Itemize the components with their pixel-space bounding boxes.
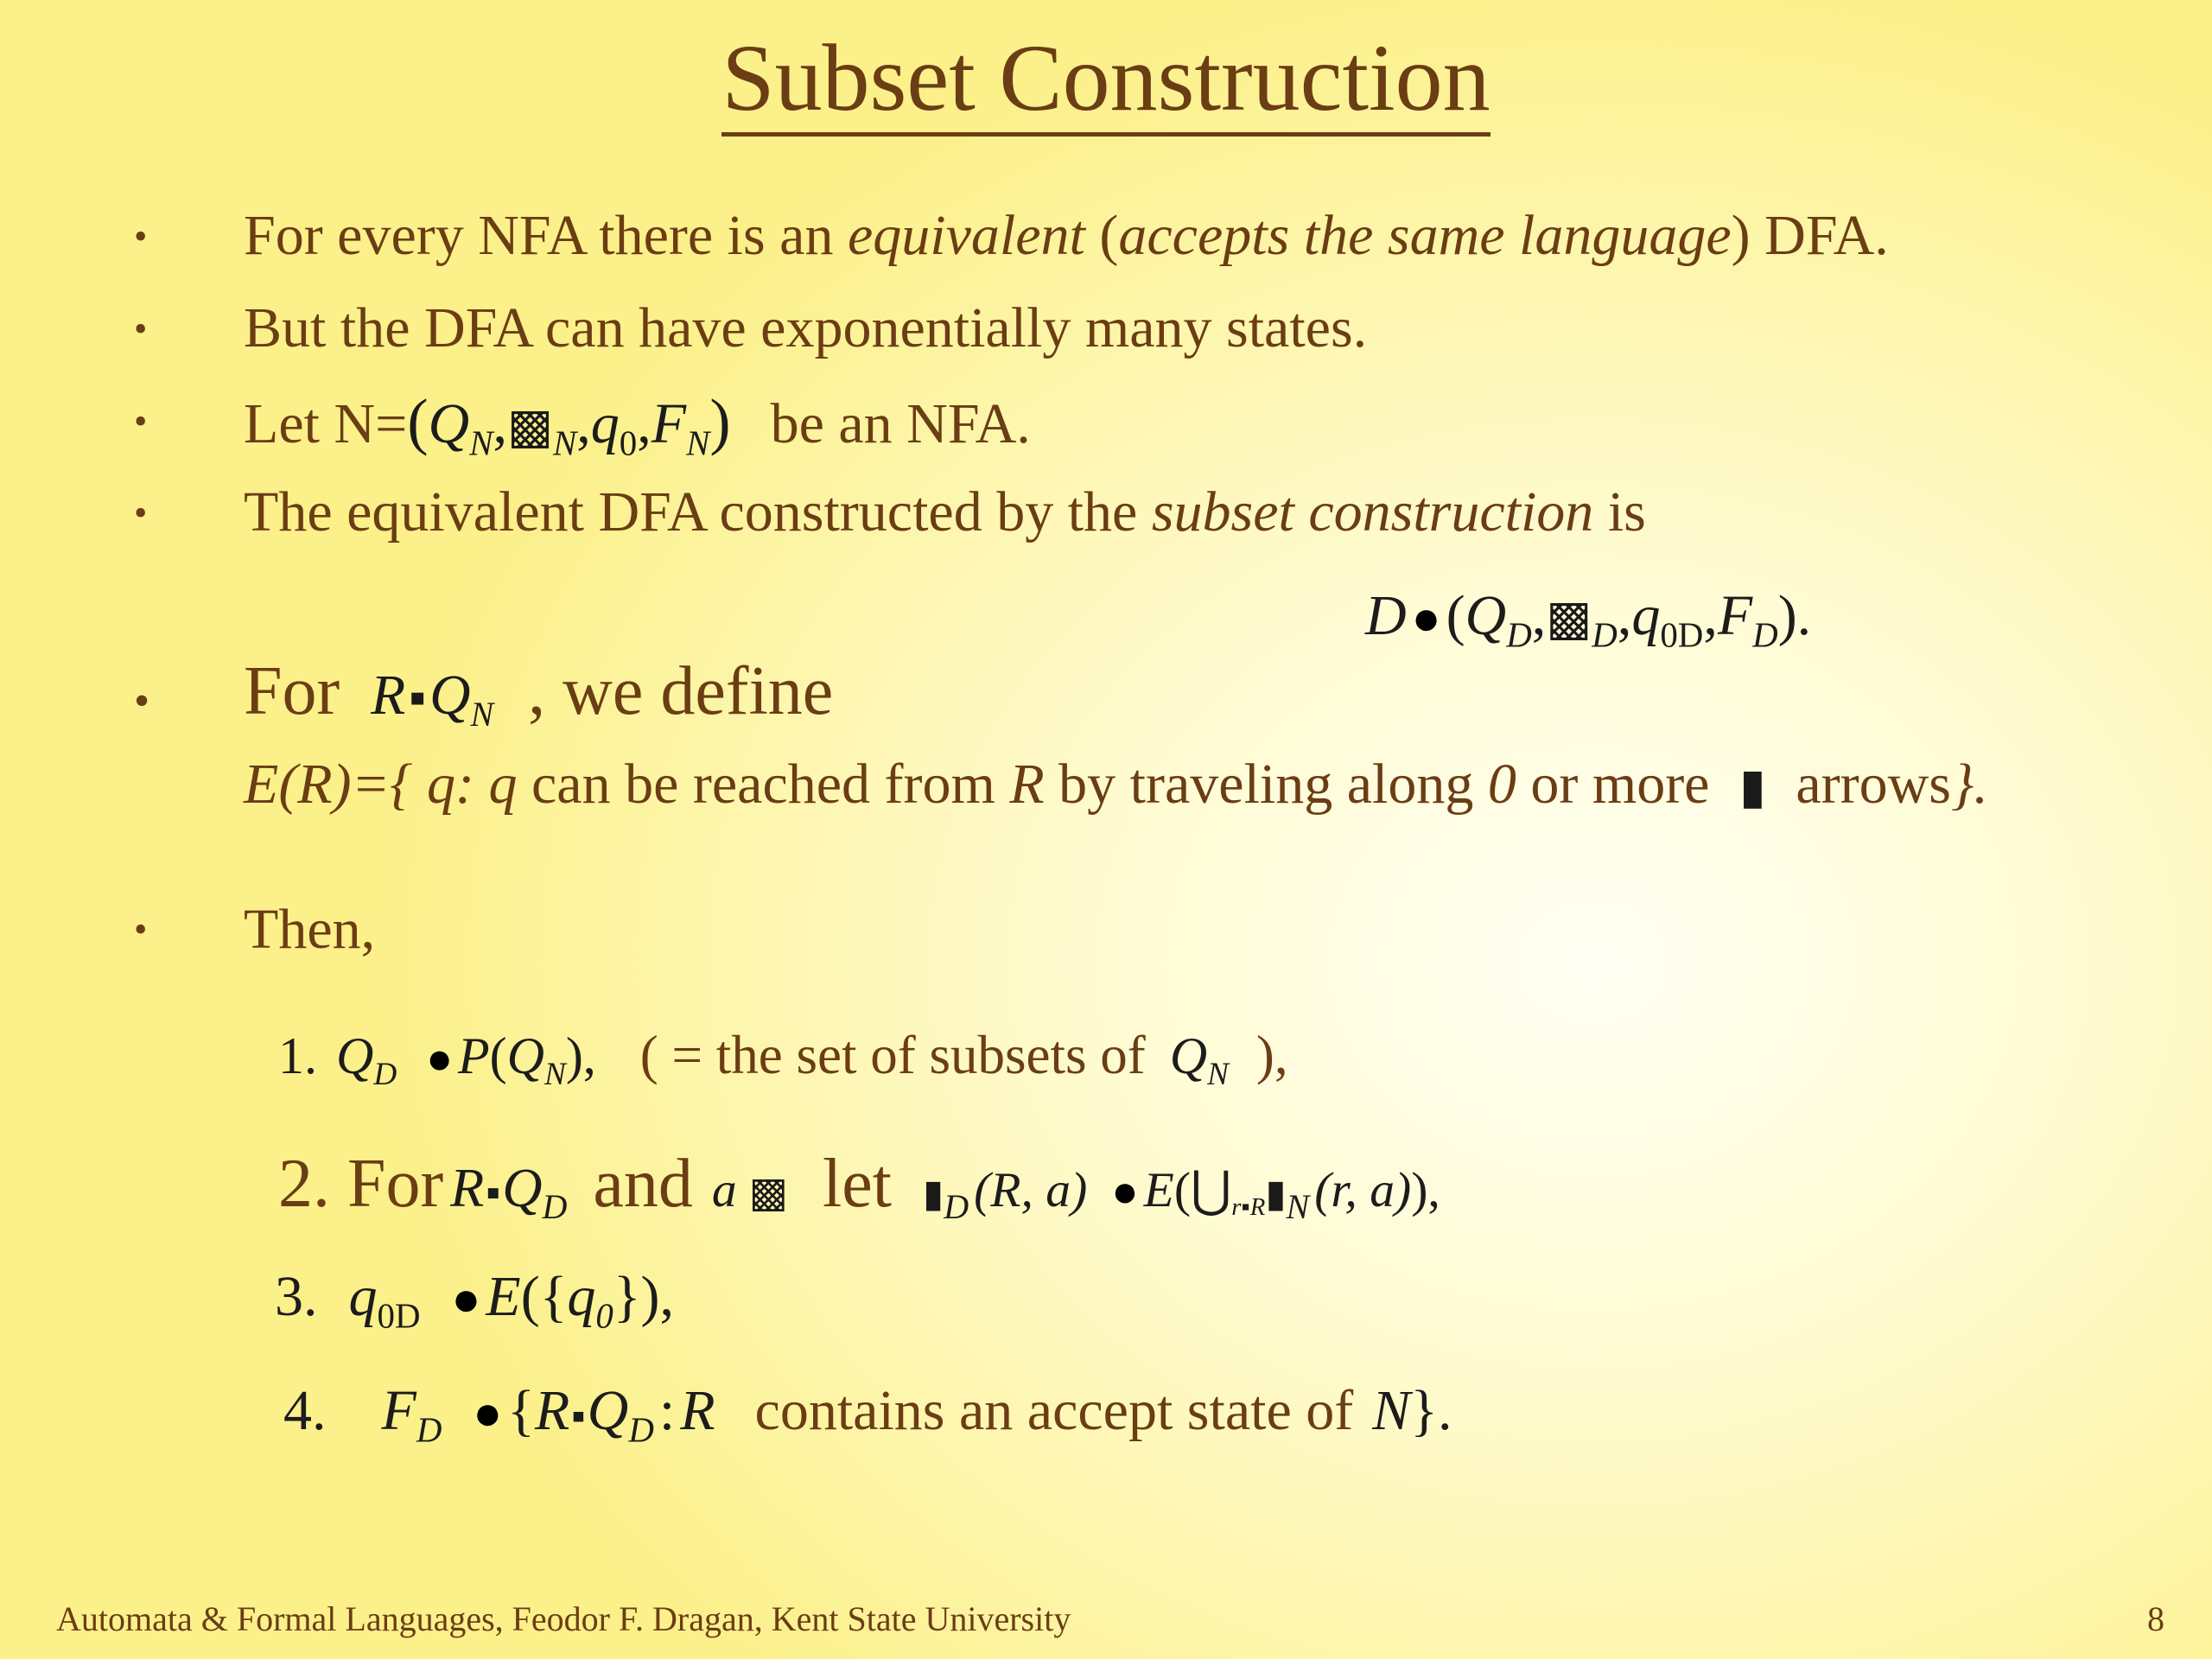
bullet-1-text: For every NFA there is an equivalent (accepts the same language) DFA. xyxy=(244,204,1889,267)
bullet-3-text: Let $N=(Q_N,▩_N,q_0,F_N)$ be an NFA. xyxy=(244,386,1031,463)
bullet-dot: • xyxy=(134,677,150,726)
slide-title: Subset Construction xyxy=(0,21,2212,135)
equals-glyph: ● xyxy=(451,1273,481,1326)
bullet-dot: • xyxy=(134,215,148,257)
bullet-4-text: The equivalent DFA constructed by the subset construction is xyxy=(244,480,1646,543)
delta-icon: ▮ xyxy=(923,1173,944,1215)
delta-icon: ▩ xyxy=(1546,592,1592,645)
bullet-2-text: But the DFA can have exponentially many states. xyxy=(244,296,1368,359)
equals-glyph: ● xyxy=(1111,1167,1139,1217)
delta-icon: ▮ xyxy=(1265,1173,1287,1215)
bullet-dot: • xyxy=(134,492,148,534)
step-1: 1. $Q_D$ ● $P(Q_N)$, ( = the set of subsets of $Q_N$ ), xyxy=(278,1025,1288,1093)
step-3: 3. $q_{0D}$ $●E(\{q_0\})$, xyxy=(275,1265,675,1336)
page-number: 8 xyxy=(2147,1599,2164,1638)
equals-glyph: ● xyxy=(1411,592,1441,645)
equals-glyph: ● xyxy=(426,1035,454,1084)
subset-icon: ▪ xyxy=(409,671,427,725)
bullet-dot: • xyxy=(134,308,148,350)
step-2: 2. For $R▪Q_D$ and a ▩ let $▮_D$ (R, a) ● $E(⋃_{r▪R}▮_N$ (r, a)), xyxy=(278,1146,1440,1226)
epsilon-icon: ▮ xyxy=(1738,760,1766,814)
closure-definition: E(R)={ q: q can be reached from R by traveling along 0 or more ▮ arrows}. xyxy=(244,753,1988,816)
bullet-5-text: For $R▪Q_N$ , we define xyxy=(244,653,834,734)
dfa-definition: D $●(Q_D,▩_D,q_{0D},F_D)$. xyxy=(1365,584,1812,655)
delta-icon: ▩ xyxy=(507,400,553,454)
equals-glyph: ● xyxy=(473,1387,503,1440)
sigma-icon: ▩ xyxy=(748,1170,789,1216)
element-of-icon: ▪ xyxy=(486,1170,501,1216)
element-of-icon: ▪ xyxy=(571,1394,586,1438)
bullet-dot: • xyxy=(134,400,148,442)
step-4: 4. $F_D$ $●\{R▪Q_D:R$ contains an accept state of N}. xyxy=(283,1379,1452,1450)
slide-footer: Automata & Formal Languages, Feodor F. Dragan, Kent State University xyxy=(56,1599,1071,1638)
bullet-dot: • xyxy=(134,908,148,950)
bullet-6-text: Then, xyxy=(244,898,376,961)
